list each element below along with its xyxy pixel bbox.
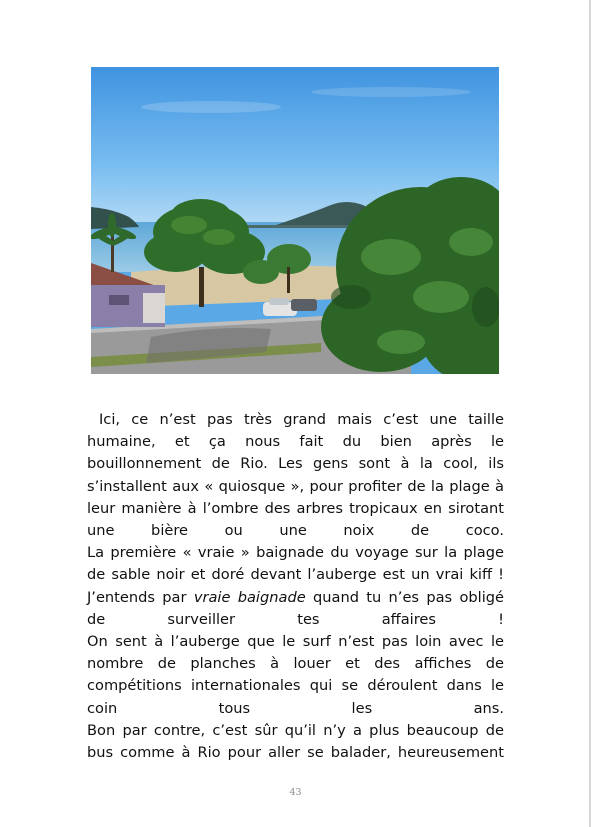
body-text — [87, 409, 504, 764]
house-annex — [143, 293, 165, 323]
emphasis: vraie baignade — [193, 588, 306, 606]
cloud — [311, 87, 471, 97]
paragraph: On sent à l’auberge que le surf n’est pas loin avec le nombre de planches à louer et des affiches de compétitions internationales qui se déroulent dans le coin tous les ans. — [87, 633, 504, 717]
paragraph: La première « vraie » baignade du voyage sur la plage de sable noir et doré devant l’auberge est un vrai kiff ! — [87, 544, 504, 584]
tree-trunk — [199, 267, 204, 307]
palm-trunk — [111, 232, 114, 272]
paragraph: Bon par contre, c’est sûr qu’il n’y a plus beaucoup de bus comme à Rio pour aller se balader, heureusement — [87, 721, 504, 762]
cloud — [141, 101, 281, 113]
paragraph: Ici, ce n’est pas très grand mais c’est une taille humaine, et ça nous fait du bien après le bouillonnement de Rio. Les gens sont à la cool, ils s’installent aux « quiosque », pour profiter de la plage à leur manière à l’ombre des arbres tropicaux en sirotant une bière ou une noix de coco. — [87, 411, 504, 540]
beach-photo — [91, 67, 499, 374]
house-window — [109, 295, 129, 305]
car — [291, 299, 317, 311]
paragraph: J’entends par vraie baignade quand tu n’es pas obligé de surveiller tes affaires ! — [87, 588, 504, 628]
car — [269, 298, 289, 305]
page-number: 43 — [289, 787, 302, 798]
